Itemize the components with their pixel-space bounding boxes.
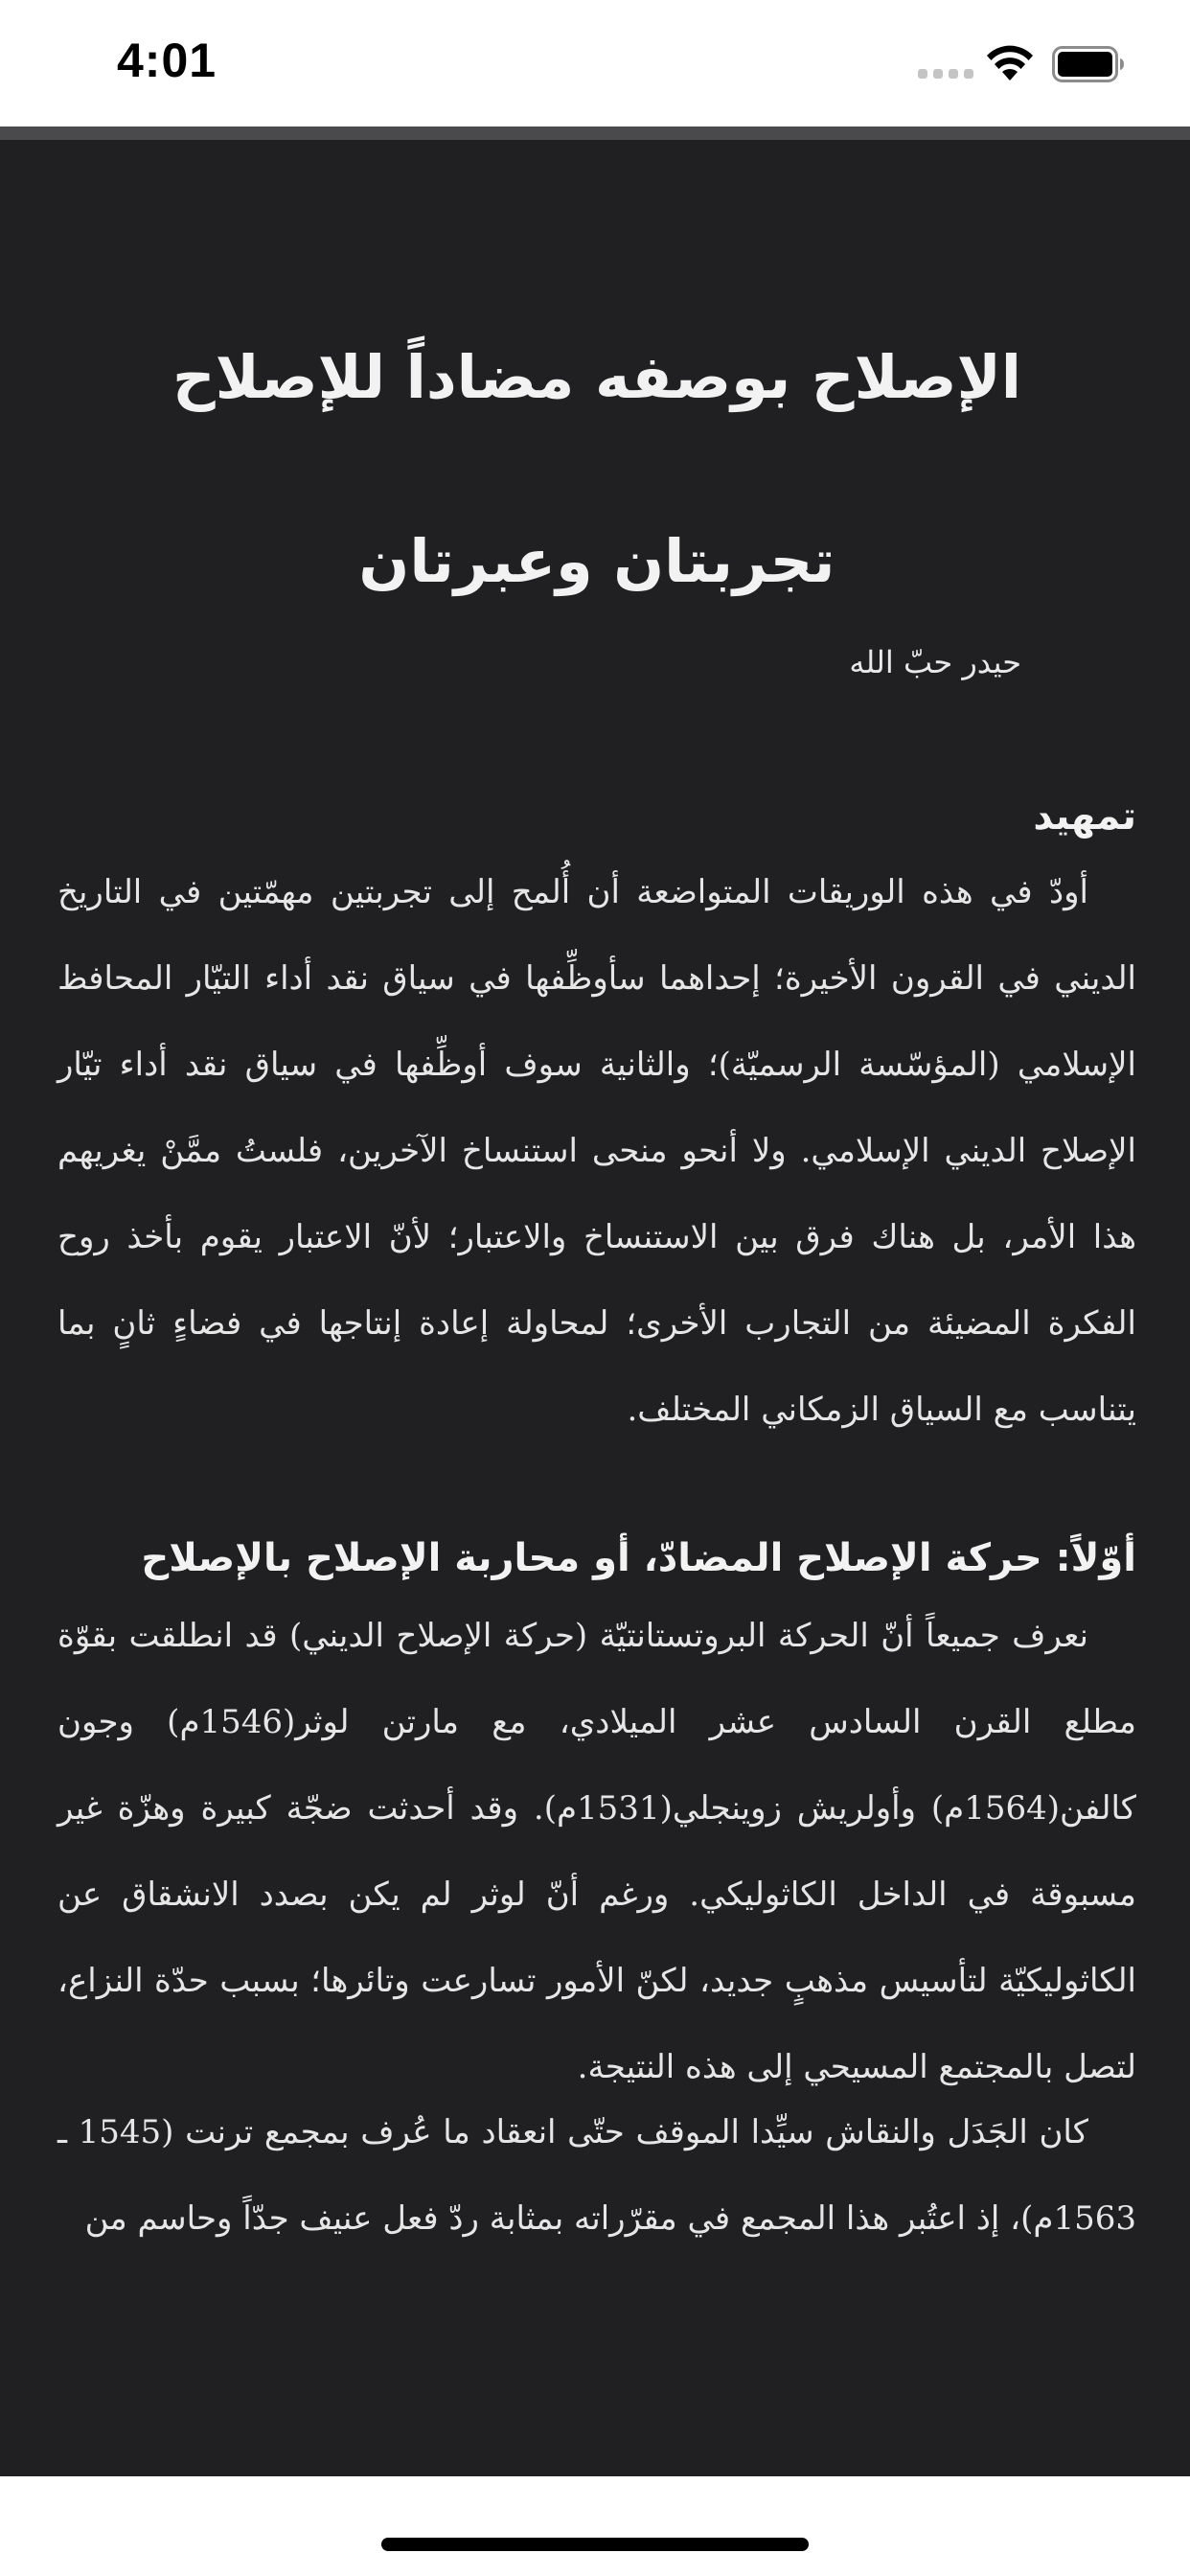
paragraph: نعرف جميعاً أنّ الحركة البروتستانتيّة (حركة الإصلاح الديني) قد انطلقت بقوّة مطلع القرن السادس عشر الميلادي، مع مارتن لوثر(1546م) وجون كالفن(1564م) وأولريش زوينجلي(1531م). وقد أحدثت ضجّة كبيرة وهزّة غير مسبوقة في الداخل الكاثوليكي. ورغم أنّ لوثر لم يكن بصدد الانشقاق عن الكاثوليكيّة لتأسيس مذهبٍ جديد، لكنّ الأمور تسارعت وتائرها؛ بسبب حدّة النزاع، لتصل بالمجتمع المسيحي إلى هذه النتيجة. — [57, 1617, 1136, 2086]
section-heading: تمهيد — [1033, 794, 1136, 839]
status-bar — [0, 0, 1190, 125]
article-title: الإصلاح بوصفه مضاداً للإصلاح — [172, 342, 1021, 412]
article-subtitle: تجربتان وعبرتان — [358, 526, 835, 596]
wifi-icon — [987, 44, 1033, 82]
reader-page[interactable] — [0, 140, 1190, 2476]
section-heading: أوّلاً: حركة الإصلاح المضادّ، أو محاربة الإصلاح بالإصلاح — [141, 1536, 1136, 1580]
paragraph: كان الجَدَل والنقاش سيِّدا الموقف حتّى انعقاد ما عُرف بمجمع ترنت (1545 ـ 1563م)، إذ اعتُبر هذا المجمع في مقرّراته بمثابة ردّ فعل عنيف جدّاً وحاسم من — [57, 2113, 1136, 2238]
signal-icon — [918, 69, 973, 79]
status-time: 4:01 — [117, 34, 217, 87]
article-author: حيدر حبّ الله — [849, 644, 1021, 680]
home-area — [0, 2476, 1190, 2576]
battery-icon — [1052, 46, 1125, 82]
paragraph: أودّ في هذه الوريقات المتواضعة أن أُلمح إلى تجربتين مهمّتين في التاريخ الديني في القرون الأخيرة؛ إحداهما سأوظِّفها في سياق نقد أداء التيّار المحافظ الإسلامي (المؤسّسة الرسميّة)؛ والثانية سوف أوظِّفها في سياق نقد أداء تيّار الإصلاح الديني الإسلامي. ولا أنحو منحى استنساخ الآخرين، فلستُ ممَّنْ يغريهم هذا الأمر، بل هناك فرق بين الاستنساخ والاعتبار؛ لأنّ الاعتبار يقوم بأخذ روح الفكرة المضيئة من التجارب الأخرى؛ لمحاولة إعادة إنتاجها في فضاءٍ ثانٍ بما يتناسب مع السياق الزمكاني المختلف. — [57, 873, 1136, 1429]
reader-divider — [0, 126, 1190, 140]
home-indicator[interactable] — [381, 2538, 809, 2551]
